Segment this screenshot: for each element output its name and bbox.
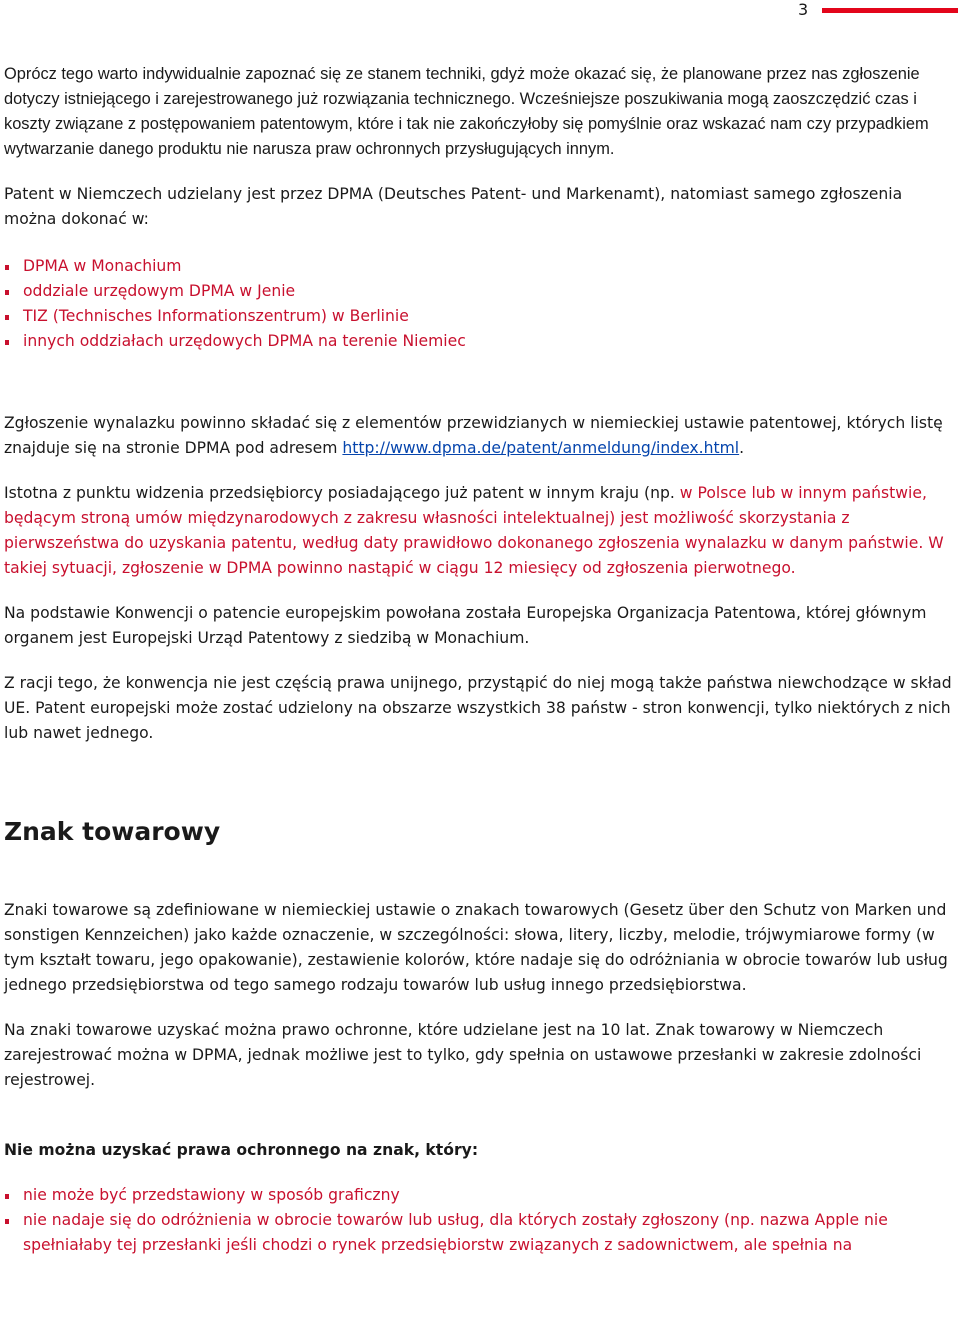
priority-paragraph [4, 481, 956, 581]
list-item: innych oddziałach urzędowych DPMA na terenie Niemiec [4, 329, 956, 354]
european-patent-paragraph: Na podstawie Konwencji o patencie europejskim powołana została Europejska Organizacja Patentowa, której głównym organem jest Europejski Urząd Patentowy z siedzibą w Monachium. [4, 604, 927, 647]
list-item: nie może być przedstawiony w sposób graficzny [4, 1183, 956, 1208]
trademark-protection-paragraph: Na znaki towarowe uzyskać można prawo ochronne, które udzielane jest na 10 lat. Znak towarowy w Niemczech zarejestrować można w DPMA, jednak możliwe jest to tylko, gdy spełnia on ustawowe przesłanki w zakresie zdolności rejestrowej. [4, 1021, 922, 1089]
list-item: nie nadaje się do odróżnienia w obrocie towarów lub usług, dla których zostały zgłoszony (np. nazwa Apple nie spełniałaby tej przesłanki jeśli chodzi o rynek przedsiębiorstw związanych z sadownictwem, ale spełnia na [4, 1208, 956, 1258]
convention-paragraph: Z racji tego, że konwencja nie jest częścią prawa unijnego, przystąpić do niej mogą także państwa niewchodzące w skład UE. Patent europejski może zostać udzielony na obszarze wszystkich 38 państw - stron konwencji, tylko niektórych z nich lub nawet jednego. [4, 674, 952, 742]
patent-offices-list [4, 254, 956, 354]
restrictions-list [4, 1183, 956, 1258]
dpma-patent-link[interactable]: http://www.dpma.de/patent/anmeldung/index.html [342, 439, 740, 457]
list-item: TIZ (Technisches Informationszentrum) w Berlinie [4, 304, 956, 329]
page-number: 3 [798, 0, 809, 19]
document-body [4, 62, 956, 1258]
application-paragraph [4, 411, 956, 461]
section-heading-trademark: Znak towarowy [4, 817, 221, 846]
header-accent-bar [822, 8, 958, 13]
application-text: Zgłoszenie wynalazku powinno składać się z elementów przewidzianych w niemieckiej ustawie patentowej, których listę znajduje się na stronie DPMA pod adresem [4, 414, 943, 457]
list-item: oddziale urzędowym DPMA w Jenie [4, 279, 956, 304]
trademark-definition-paragraph: Znaki towarowe są zdefiniowane w niemieckiej ustawie o znakach towarowych (Gesetz über den Schutz von Marken und sonstigen Kennzeichen) jako każde oznaczenie, w szczególności: słowa, litery, liczby, melodie, trójwymiarowe formy (w tym kształt towaru, jego opakowanie), zestawienie kolorów, które nadaje się do odróżniania w obrocie towarów lub usług jednego przedsiębiorstwa od tego samego rodzaju towarów lub usług innego przedsiębiorstwa. [4, 901, 948, 994]
priority-text-highlight: w Polsce lub w innym państwie, będącym stroną umów międzynarodowych z zakresu własności intelektualnej) jest możliwość skorzystania z pierwszeństwa do uzyskania patentu, według daty prawidłowo dokonanego zgłoszenia wynalazku w danym państwie. W takiej sytuacji, zgłoszenie w DPMA powinno nastąpić w ciągu 12 miesięcy od zgłoszenia pierwotnego. [4, 484, 944, 577]
application-text-end: . [739, 439, 745, 457]
list-item: DPMA w Monachium [4, 254, 956, 279]
priority-text-start: Istotna z punktu widzenia przedsiębiorcy posiadającego już patent w innym kraju (np. [4, 484, 680, 502]
patent-office-paragraph: Patent w Niemczech udzielany jest przez DPMA (Deutsches Patent- und Markenamt), natomiast samego zgłoszenia można dokonać w: [4, 185, 903, 228]
restrictions-heading: Nie można uzyskać prawa ochronnego na znak, który: [4, 1141, 479, 1159]
intro-paragraph: Oprócz tego warto indywidualnie zapoznać się ze stanem techniki, gdyż może okazać się, że planowane przez nas zgłoszenie dotyczy istniejącego i zarejestrowanego już rozwiązania technicznego. Wcześniejsze poszukiwania mogą zaoszczędzić czas i koszty związane z postępowaniem patentowym, które i tak nie zakończyłoby się pomyślnie oraz wskazać nam czy przypadkiem wytwarzanie danego produktu nie narusza praw ochronnych przysługujących innym. [4, 65, 929, 158]
